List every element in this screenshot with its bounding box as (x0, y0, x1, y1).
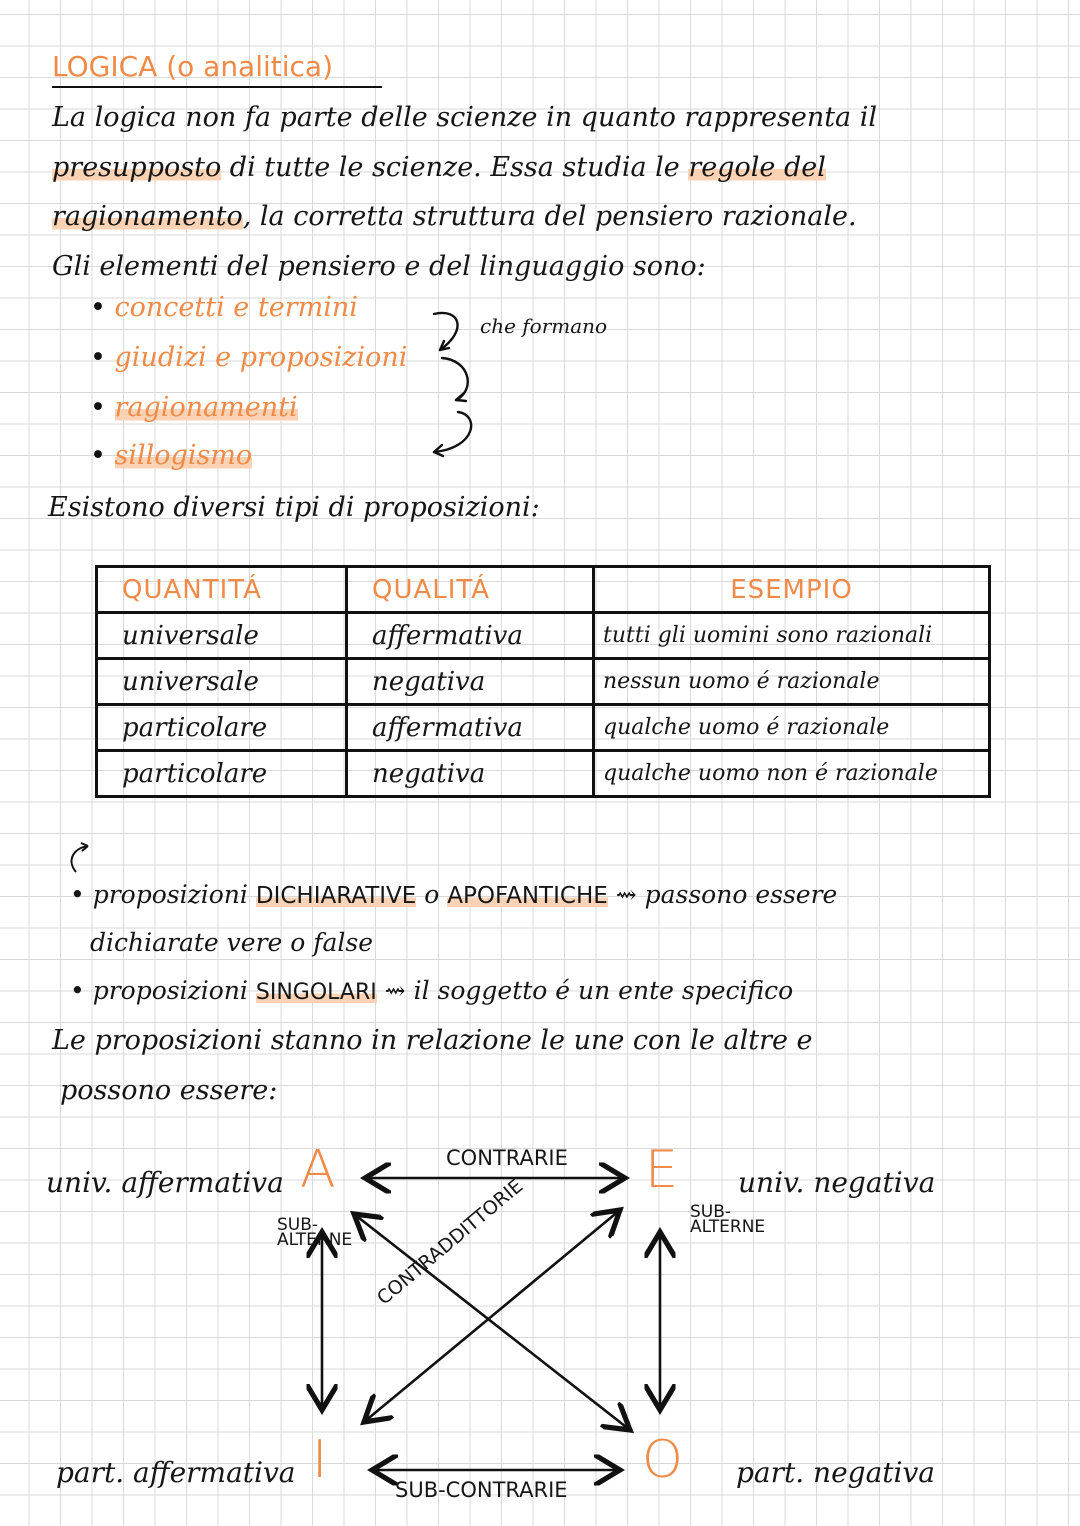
cell-quality: affermativa (347, 705, 594, 751)
label-subalterne-right: SUB-ALTERNE (690, 1202, 766, 1237)
table-header-row (97, 567, 990, 613)
intro-line-4: Gli elementi del pensiero e del linguaggio sono: (52, 251, 706, 282)
label-subcontrarie: SUB-CONTRARIE (395, 1478, 568, 1502)
table-row (97, 659, 990, 705)
highlight-regole: regole del (688, 152, 826, 183)
letter-E: E (645, 1140, 678, 1200)
label-part-negativa: part. negativa (736, 1456, 935, 1489)
label-subalterne-left: SUB-ALTERNE (277, 1215, 353, 1250)
relations-line-1: Le proposizioni stanno in relazione le une con le altre e (52, 1025, 813, 1056)
highlight-ragionamento: ragionamento (52, 201, 243, 232)
cell-example: qualche uomo non é razionale (594, 751, 990, 797)
label-univ-affermativa: univ. affermativa (46, 1166, 284, 1199)
types-intro: Esistono diversi tipi di proposizioni: (48, 492, 540, 523)
note-dichiarative: • proposizioni DICHIARATIVE o APOFANTICHE ⇝ passono essere (70, 880, 838, 909)
header-esempio: ESEMPIO (594, 567, 990, 613)
elements-note: che formano (480, 314, 608, 338)
letter-O: O (642, 1430, 683, 1490)
cell-quantity: particolare (97, 705, 347, 751)
table-row (97, 751, 990, 797)
element-item-3: • ragionamenti (90, 392, 298, 423)
cell-quality: negativa (347, 659, 594, 705)
table-row (97, 705, 990, 751)
cell-quantity: particolare (97, 751, 347, 797)
page-title: LOGICA (o analitica) (52, 50, 334, 83)
table-row (97, 613, 990, 659)
cell-quality: negativa (347, 751, 594, 797)
highlight-presupposto: presupposto (52, 152, 222, 183)
element-item-2: • giudizi e proposizioni (90, 342, 408, 373)
letter-A: A (300, 1140, 336, 1200)
element-item-4: • sillogismo (90, 440, 253, 471)
intro-line-3: ragionamento, la corretta struttura del pensiero razionale. (52, 201, 857, 232)
intro-line-1: La logica non fa parte delle scienze in quanto rappresenta il (52, 102, 878, 133)
label-univ-negativa: univ. negativa (738, 1166, 936, 1199)
propositions-table (95, 565, 991, 798)
label-contrarie: CONTRARIE (446, 1146, 568, 1170)
element-item-1: • concetti e termini (90, 292, 358, 323)
title-underline (52, 86, 382, 88)
cell-example: qualche uomo é razionale (594, 705, 990, 751)
square-arrows (280, 1140, 680, 1500)
note-dichiarative-cont: dichiarate vere o false (90, 928, 374, 957)
cell-quantity: universale (97, 613, 347, 659)
letter-I: I (312, 1430, 328, 1490)
header-quantita: QUANTITÁ (97, 567, 347, 613)
cell-quality: affermativa (347, 613, 594, 659)
intro-line-2: presupposto di tutte le scienze. Essa studia le regole del (52, 152, 826, 183)
label-contraddittorie: CONTRADDITTORIE (372, 1174, 528, 1310)
header-qualita: QUALITÁ (347, 567, 594, 613)
cell-example: tutti gli uomini sono razionali (594, 613, 990, 659)
label-part-affermativa: part. affermativa (56, 1456, 296, 1489)
cell-quantity: universale (97, 659, 347, 705)
note-singolari: • proposizioni SINGOLARI ⇝ il soggetto é un ente specifico (70, 976, 794, 1005)
cell-example: nessun uomo é razionale (594, 659, 990, 705)
relations-line-2: possono essere: (60, 1075, 278, 1106)
